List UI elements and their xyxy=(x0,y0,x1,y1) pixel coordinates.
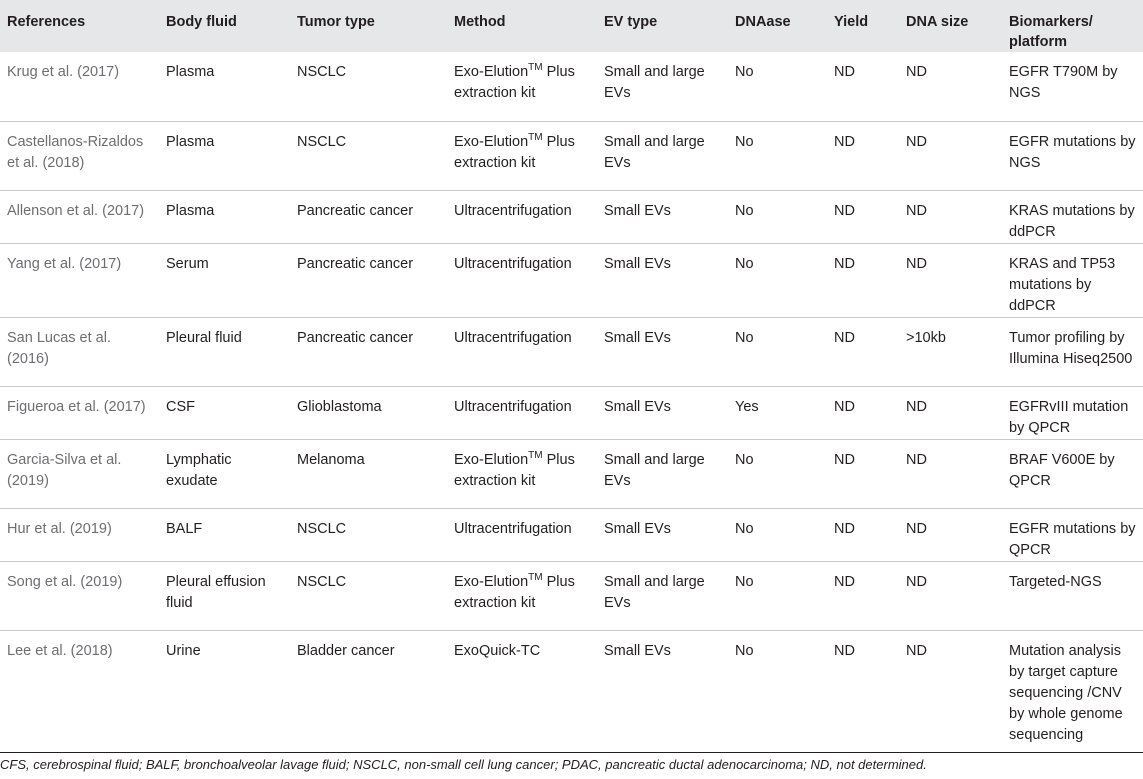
biomarker-cell: KRAS mutations by ddPCR xyxy=(1009,202,1135,240)
biomarker-cell: EGFRvIII mutation by QPCR xyxy=(1009,398,1129,436)
dna-size-cell: ND xyxy=(906,64,927,80)
tumor-type-cell: Pancreatic cancer xyxy=(297,202,414,219)
yield-cell: ND xyxy=(834,329,855,346)
yield-cell: ND xyxy=(834,573,855,590)
yield-cell: ND xyxy=(834,64,855,80)
dna-size-cell: ND xyxy=(906,642,927,659)
tumor-type-cell: NSCLC xyxy=(297,64,347,80)
dnaase-cell: No xyxy=(735,133,754,150)
column-header: DNAase xyxy=(728,0,827,52)
method-name: Exo-Elution xyxy=(454,133,529,150)
dna-size-cell: ND xyxy=(906,255,927,272)
reference-cell: Castellanos-Rizaldos et al. (2018) xyxy=(7,133,144,171)
method-name: Exo-Elution xyxy=(454,573,529,590)
table-row xyxy=(0,439,1143,508)
tumor-type-cell: Pancreatic cancer xyxy=(297,329,414,346)
body-fluid-cell: BALF xyxy=(166,520,203,537)
yield-cell: ND xyxy=(834,642,855,659)
table-footnote: CFS, cerebrospinal fluid; BALF, bronchoalveolar lavage fluid; NSCLC, non-small cell lung cancer; PDAC, pancreatic ductal adenocarcinoma; ND, not determined. xyxy=(0,757,927,772)
trademark-superscript: TM xyxy=(528,62,543,73)
body-fluid-cell: Plasma xyxy=(166,64,215,80)
yield-cell: ND xyxy=(834,520,855,537)
biomarker-cell: Mutation analysis by target capture sequencing /CNV by whole genome sequencing xyxy=(1009,642,1123,743)
method-cell xyxy=(447,190,597,243)
table-row xyxy=(0,317,1143,386)
body-fluid-cell: Serum xyxy=(166,255,209,272)
dnaase-cell: No xyxy=(735,451,754,468)
dnaase-cell: No xyxy=(735,520,754,537)
ev-type-cell: Small EVs xyxy=(604,520,671,537)
column-header: Body fluid xyxy=(159,0,290,52)
column-header: References xyxy=(0,0,159,52)
column-header: EV type xyxy=(597,0,728,52)
reference-cell: Yang et al. (2017) xyxy=(7,255,122,272)
tumor-type-cell: Glioblastoma xyxy=(297,398,382,415)
dnaase-cell: Yes xyxy=(735,398,759,415)
ev-type-cell: Small EVs xyxy=(604,329,671,346)
reference-cell: Hur et al. (2019) xyxy=(7,520,112,537)
method-cell xyxy=(447,561,597,630)
trademark-superscript: TM xyxy=(528,131,543,143)
method-name: Ultracentrifugation xyxy=(454,329,572,346)
dnaase-cell: No xyxy=(735,573,754,590)
method-cell xyxy=(447,52,597,121)
ev-type-cell: Small and large EVs xyxy=(604,451,705,489)
table-row xyxy=(0,52,1143,121)
column-header: Tumor type xyxy=(290,0,447,52)
body-fluid-cell: Pleural fluid xyxy=(166,329,242,346)
biomarker-cell: Tumor profiling by Illumina Hiseq2500 xyxy=(1009,329,1133,367)
tumor-type-cell: NSCLC xyxy=(297,520,347,537)
method-name: Ultracentrifugation xyxy=(454,255,572,272)
table-row xyxy=(0,243,1143,317)
reference-cell: San Lucas et al. (2016) xyxy=(7,329,111,367)
ev-type-cell: Small EVs xyxy=(604,642,671,659)
dnaase-cell: No xyxy=(735,329,754,346)
method-name: Exo-Elution xyxy=(454,64,529,80)
yield-cell: ND xyxy=(834,133,855,150)
body-fluid-cell: Plasma xyxy=(166,202,215,219)
reference-cell: Lee et al. (2018) xyxy=(7,642,113,659)
biomarker-cell: EGFR mutations by NGS xyxy=(1009,133,1136,171)
ev-type-cell: Small and large EVs xyxy=(604,133,705,171)
biomarker-cell: EGFR mutations by QPCR xyxy=(1009,520,1136,558)
dnaase-cell: No xyxy=(735,202,754,219)
method-cell xyxy=(447,317,597,386)
method-name-suffix: Plus extraction kit xyxy=(454,64,575,101)
dna-size-cell: ND xyxy=(906,133,927,150)
method-name-suffix: Plus extraction kit xyxy=(454,573,575,611)
column-header: DNA size xyxy=(899,0,1002,52)
method-cell xyxy=(447,121,597,190)
table-row xyxy=(0,386,1143,439)
yield-cell: ND xyxy=(834,202,855,219)
body-fluid-cell: Lymphatic exudate xyxy=(166,451,232,489)
reference-cell: Allenson et al. (2017) xyxy=(7,202,145,219)
reference-cell: Song et al. (2019) xyxy=(7,573,123,590)
ev-type-cell: Small EVs xyxy=(604,255,671,272)
tumor-type-cell: Pancreatic cancer xyxy=(297,255,414,272)
table-bottom-rule xyxy=(0,752,1143,753)
dna-size-cell: ND xyxy=(906,573,927,590)
method-cell xyxy=(447,386,597,439)
tumor-type-cell: Melanoma xyxy=(297,451,365,468)
table-header xyxy=(0,0,1143,52)
trademark-superscript: TM xyxy=(528,571,543,583)
method-name-suffix: Plus extraction kit xyxy=(454,133,575,171)
dna-size-cell: ND xyxy=(906,398,927,415)
reference-cell: Krug et al. (2017) xyxy=(7,64,120,80)
biomarker-cell: KRAS and TP53 mutations by ddPCR xyxy=(1009,255,1116,314)
ev-type-cell: Small EVs xyxy=(604,202,671,219)
ev-type-cell: Small EVs xyxy=(604,398,671,415)
column-header: Yield xyxy=(827,0,899,52)
dna-size-cell: >10kb xyxy=(906,329,946,346)
table-body xyxy=(0,52,1143,746)
table-row xyxy=(0,508,1143,561)
dna-size-cell: ND xyxy=(906,202,927,219)
method-cell xyxy=(447,508,597,561)
biomarker-cell: Targeted-NGS xyxy=(1009,573,1102,590)
method-name: ExoQuick-TC xyxy=(454,642,541,659)
ev-type-cell: Small and large EVs xyxy=(604,573,705,611)
method-name-suffix: Plus extraction kit xyxy=(454,451,575,489)
body-fluid-cell: Pleural effusion fluid xyxy=(166,573,266,611)
table-row xyxy=(0,190,1143,243)
yield-cell: ND xyxy=(834,451,855,468)
body-fluid-cell: Urine xyxy=(166,642,201,659)
dna-size-cell: ND xyxy=(906,520,927,537)
method-name: Exo-Elution xyxy=(454,451,529,468)
dnaase-cell: No xyxy=(735,255,754,272)
dnaase-cell: No xyxy=(735,64,754,80)
body-fluid-cell: CSF xyxy=(166,398,195,415)
header-row xyxy=(0,0,1143,52)
dna-size-cell: ND xyxy=(906,451,927,468)
table-row xyxy=(0,630,1143,746)
tumor-type-cell: NSCLC xyxy=(297,573,347,590)
tumor-type-cell: Bladder cancer xyxy=(297,642,395,659)
trademark-superscript: TM xyxy=(528,449,543,461)
method-cell xyxy=(447,439,597,508)
method-cell xyxy=(447,630,597,746)
tumor-type-cell: NSCLC xyxy=(297,133,347,150)
yield-cell: ND xyxy=(834,255,855,272)
method-name: Ultracentrifugation xyxy=(454,520,572,537)
reference-cell: Figueroa et al. (2017) xyxy=(7,398,146,415)
table-row xyxy=(0,121,1143,190)
method-name: Ultracentrifugation xyxy=(454,398,572,415)
column-header: Method xyxy=(447,0,597,52)
reference-cell: Garcia-Silva et al. (2019) xyxy=(7,451,122,489)
biomarker-cell: BRAF V600E by QPCR xyxy=(1009,451,1115,489)
dnaase-cell: No xyxy=(735,642,754,659)
body-fluid-cell: Plasma xyxy=(166,133,215,150)
column-header: Biomarkers/ platform xyxy=(1002,0,1143,52)
yield-cell: ND xyxy=(834,398,855,415)
method-cell xyxy=(447,243,597,317)
table-row xyxy=(0,561,1143,630)
method-name: Ultracentrifugation xyxy=(454,202,572,219)
ev-type-cell: Small and large EVs xyxy=(604,64,705,101)
biomarker-cell: EGFR T790M by NGS xyxy=(1009,64,1118,101)
